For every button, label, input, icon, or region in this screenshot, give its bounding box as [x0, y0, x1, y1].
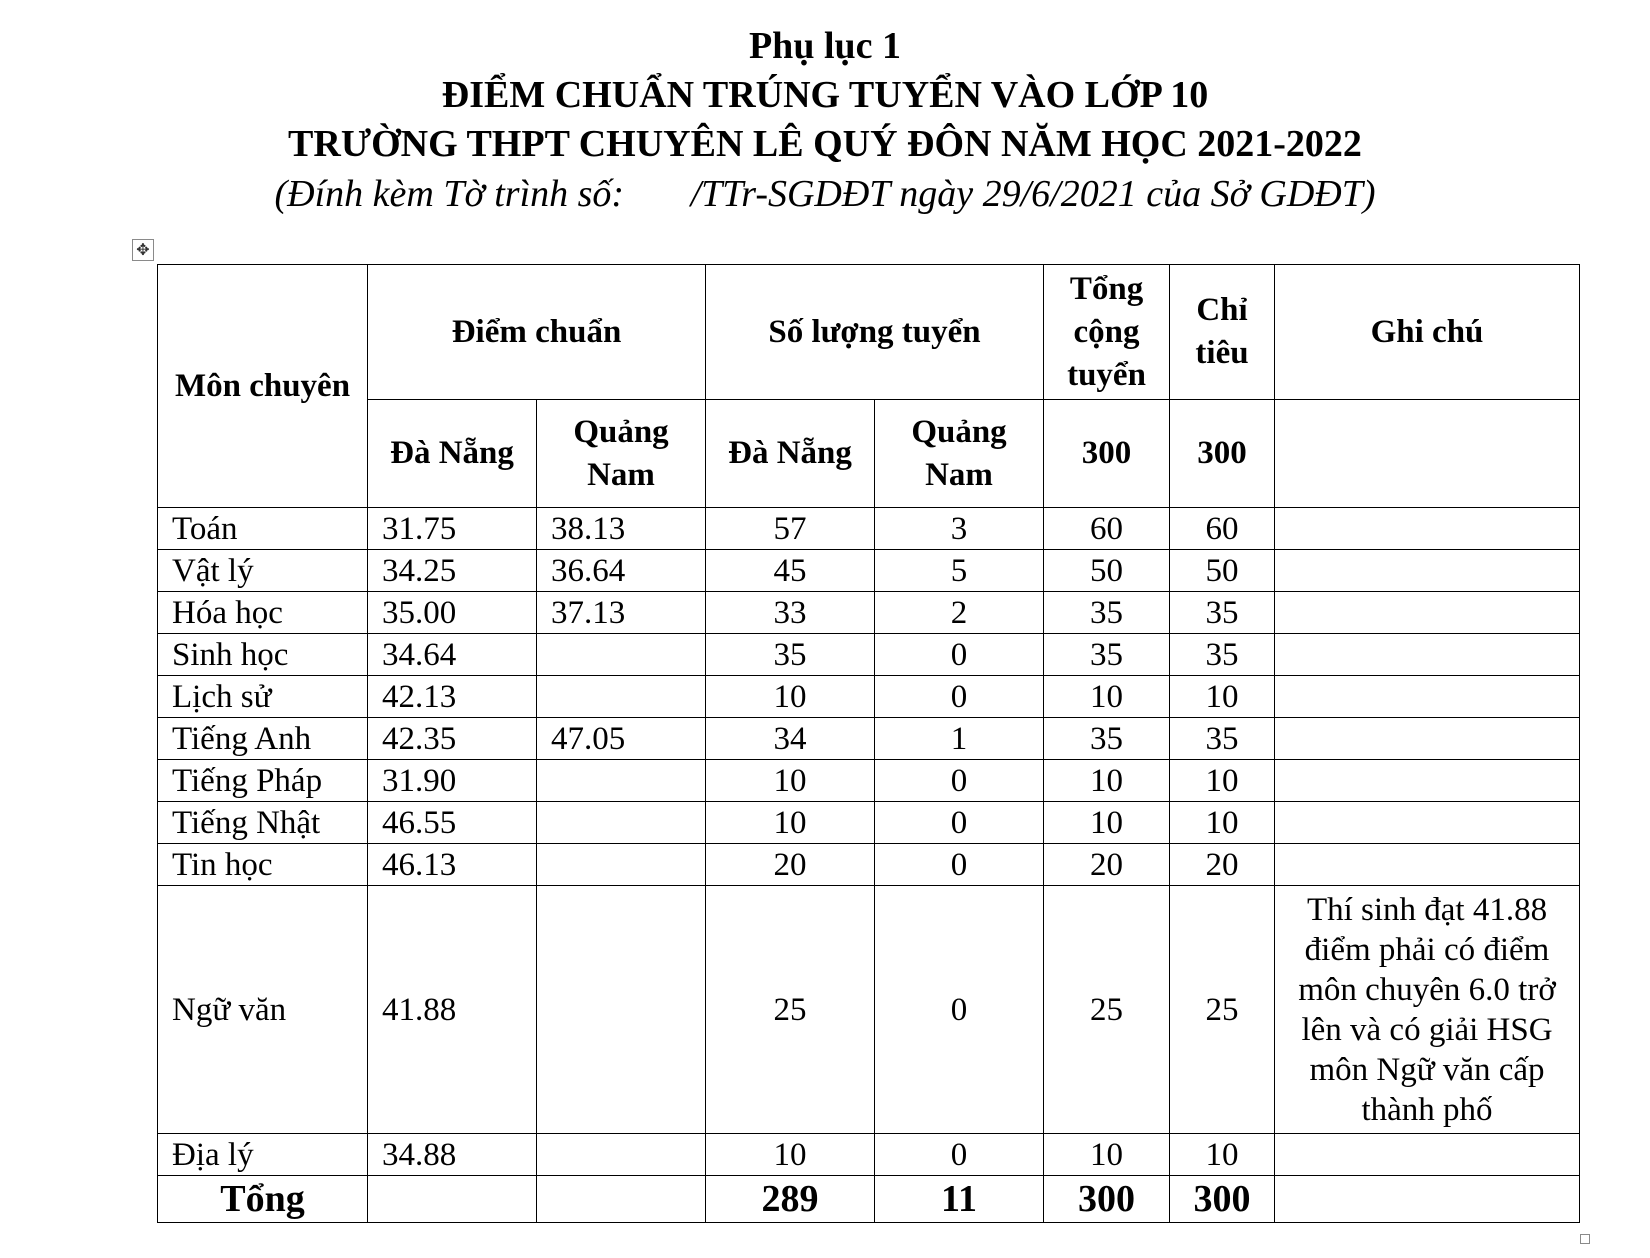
cell-quota-quangnam: 1	[875, 718, 1044, 760]
cell-benchmark-danang: 46.55	[368, 802, 537, 844]
total-note-empty	[1275, 1176, 1580, 1223]
attachment-subtitle: (Đính kèm Tờ trình số: /TTr-SGDĐT ngày 29/6/2021 của Sở GDĐT)	[274, 173, 1376, 215]
document-title-block	[0, 22, 1650, 219]
cell-total: 10	[1044, 760, 1170, 802]
table-subheader-row	[158, 400, 1580, 508]
cell-total: 25	[1044, 886, 1170, 1134]
cell-benchmark-quangnam	[537, 802, 706, 844]
table-row	[158, 508, 1580, 550]
cell-benchmark-danang: 31.90	[368, 760, 537, 802]
header-target: Chỉ tiêu	[1170, 265, 1275, 400]
table-row	[158, 1134, 1580, 1176]
cell-benchmark-quangnam: 37.13	[537, 592, 706, 634]
table-row	[158, 676, 1580, 718]
cell-benchmark-quangnam	[537, 676, 706, 718]
cell-benchmark-danang: 46.13	[368, 844, 537, 886]
cell-target: 10	[1170, 802, 1275, 844]
cell-quota-danang: 57	[706, 508, 875, 550]
cell-benchmark-danang: 42.13	[368, 676, 537, 718]
cell-total: 35	[1044, 634, 1170, 676]
cell-quota-danang: 10	[706, 802, 875, 844]
school-heading: TRƯỜNG THPT CHUYÊN LÊ QUÝ ĐÔN NĂM HỌC 2021-2022	[288, 123, 1362, 165]
cell-total: 50	[1044, 550, 1170, 592]
cell-quota-danang: 34	[706, 718, 875, 760]
cell-target: 10	[1170, 1134, 1275, 1176]
cell-target: 20	[1170, 844, 1275, 886]
table-row	[158, 550, 1580, 592]
cell-note	[1275, 634, 1580, 676]
cell-quota-danang: 10	[706, 676, 875, 718]
cell-note	[1275, 760, 1580, 802]
cell-subject: Sinh học	[158, 634, 368, 676]
cell-target: 35	[1170, 718, 1275, 760]
cell-note	[1275, 676, 1580, 718]
cell-target: 25	[1170, 886, 1275, 1134]
header-subject: Môn chuyên	[158, 265, 368, 508]
cell-note	[1275, 508, 1580, 550]
cell-subject: Toán	[158, 508, 368, 550]
appendix-title: Phụ lục 1	[748, 25, 902, 67]
header-total-admitted: Tổng cộng tuyển	[1044, 265, 1170, 400]
cell-benchmark-quangnam	[537, 844, 706, 886]
document-heading: ĐIỂM CHUẨN TRÚNG TUYỂN VÀO LỚP 10	[441, 74, 1209, 116]
cell-note	[1275, 592, 1580, 634]
cell-total: 60	[1044, 508, 1170, 550]
cell-benchmark-quangnam	[537, 1134, 706, 1176]
cell-benchmark-danang: 35.00	[368, 592, 537, 634]
cell-total: 10	[1044, 676, 1170, 718]
subheader-note-empty	[1275, 400, 1580, 508]
cell-subject: Hóa học	[158, 592, 368, 634]
subheader-benchmark-quangnam: Quảng Nam	[537, 400, 706, 508]
subheader-target-value: 300	[1170, 400, 1275, 508]
cell-benchmark-danang: 41.88	[368, 886, 537, 1134]
cell-total: 10	[1044, 1134, 1170, 1176]
cell-benchmark-danang: 34.25	[368, 550, 537, 592]
table-row	[158, 844, 1580, 886]
cell-quota-quangnam: 5	[875, 550, 1044, 592]
subheader-quota-quangnam: Quảng Nam	[875, 400, 1044, 508]
total-admitted: 300	[1044, 1176, 1170, 1223]
cell-quota-danang: 35	[706, 634, 875, 676]
header-benchmark: Điểm chuẩn	[368, 265, 706, 400]
cell-quota-quangnam: 0	[875, 802, 1044, 844]
cell-benchmark-quangnam	[537, 634, 706, 676]
cell-subject: Địa lý	[158, 1134, 368, 1176]
cell-subject: Tiếng Anh	[158, 718, 368, 760]
cell-benchmark-danang: 31.75	[368, 508, 537, 550]
subheader-benchmark-danang: Đà Nẵng	[368, 400, 537, 508]
table-move-handle-icon[interactable]: ✥	[132, 239, 154, 261]
cell-note	[1275, 1134, 1580, 1176]
cell-benchmark-danang: 42.35	[368, 718, 537, 760]
total-benchmark-quangnam-empty	[537, 1176, 706, 1223]
cell-benchmark-quangnam	[537, 760, 706, 802]
table-total-row	[158, 1176, 1580, 1223]
cell-total: 35	[1044, 718, 1170, 760]
cell-quota-danang: 20	[706, 844, 875, 886]
cell-quota-danang: 45	[706, 550, 875, 592]
table-header-row	[158, 265, 1580, 400]
cell-subject: Vật lý	[158, 550, 368, 592]
cell-target: 60	[1170, 508, 1275, 550]
cell-subject: Lịch sử	[158, 676, 368, 718]
cell-target: 35	[1170, 592, 1275, 634]
cell-total: 35	[1044, 592, 1170, 634]
table-row	[158, 592, 1580, 634]
table-resize-handle[interactable]	[1580, 1234, 1590, 1244]
table-row	[158, 886, 1580, 1134]
cell-benchmark-danang: 34.88	[368, 1134, 537, 1176]
cell-target: 50	[1170, 550, 1275, 592]
cell-note: Thí sinh đạt 41.88 điểm phải có điểm môn chuyên 6.0 trở lên và có giải HSG môn Ngữ văn cấp thành phố	[1275, 886, 1580, 1134]
total-quota-quangnam: 11	[875, 1176, 1044, 1223]
cell-quota-danang: 33	[706, 592, 875, 634]
cell-note	[1275, 550, 1580, 592]
cell-note	[1275, 802, 1580, 844]
cell-quota-quangnam: 0	[875, 886, 1044, 1134]
table-row	[158, 634, 1580, 676]
total-target: 300	[1170, 1176, 1275, 1223]
cell-benchmark-danang: 34.64	[368, 634, 537, 676]
cell-quota-danang: 10	[706, 1134, 875, 1176]
cell-target: 10	[1170, 676, 1275, 718]
cell-note	[1275, 718, 1580, 760]
cell-quota-danang: 10	[706, 760, 875, 802]
cell-quota-quangnam: 0	[875, 1134, 1044, 1176]
benchmark-table	[157, 264, 1580, 1223]
cell-quota-danang: 25	[706, 886, 875, 1134]
total-benchmark-danang-empty	[368, 1176, 537, 1223]
cell-quota-quangnam: 3	[875, 508, 1044, 550]
subheader-quota-danang: Đà Nẵng	[706, 400, 875, 508]
cell-subject: Tin học	[158, 844, 368, 886]
cell-benchmark-quangnam: 47.05	[537, 718, 706, 760]
cell-subject: Ngữ văn	[158, 886, 368, 1134]
cell-benchmark-quangnam: 36.64	[537, 550, 706, 592]
cell-benchmark-quangnam: 38.13	[537, 508, 706, 550]
table-row	[158, 802, 1580, 844]
total-quota-danang: 289	[706, 1176, 875, 1223]
cell-quota-quangnam: 0	[875, 760, 1044, 802]
table-row	[158, 718, 1580, 760]
cell-target: 10	[1170, 760, 1275, 802]
cell-quota-quangnam: 0	[875, 844, 1044, 886]
cell-total: 10	[1044, 802, 1170, 844]
header-note: Ghi chú	[1275, 265, 1580, 400]
cell-subject: Tiếng Pháp	[158, 760, 368, 802]
cell-total: 20	[1044, 844, 1170, 886]
cell-target: 35	[1170, 634, 1275, 676]
table-row	[158, 760, 1580, 802]
cell-quota-quangnam: 2	[875, 592, 1044, 634]
cell-subject: Tiếng Nhật	[158, 802, 368, 844]
cell-note	[1275, 844, 1580, 886]
cell-quota-quangnam: 0	[875, 634, 1044, 676]
cell-benchmark-quangnam	[537, 886, 706, 1134]
subheader-total-value: 300	[1044, 400, 1170, 508]
cell-quota-quangnam: 0	[875, 676, 1044, 718]
total-label: Tổng	[158, 1176, 368, 1223]
header-quota-admitted: Số lượng tuyển	[706, 265, 1044, 400]
